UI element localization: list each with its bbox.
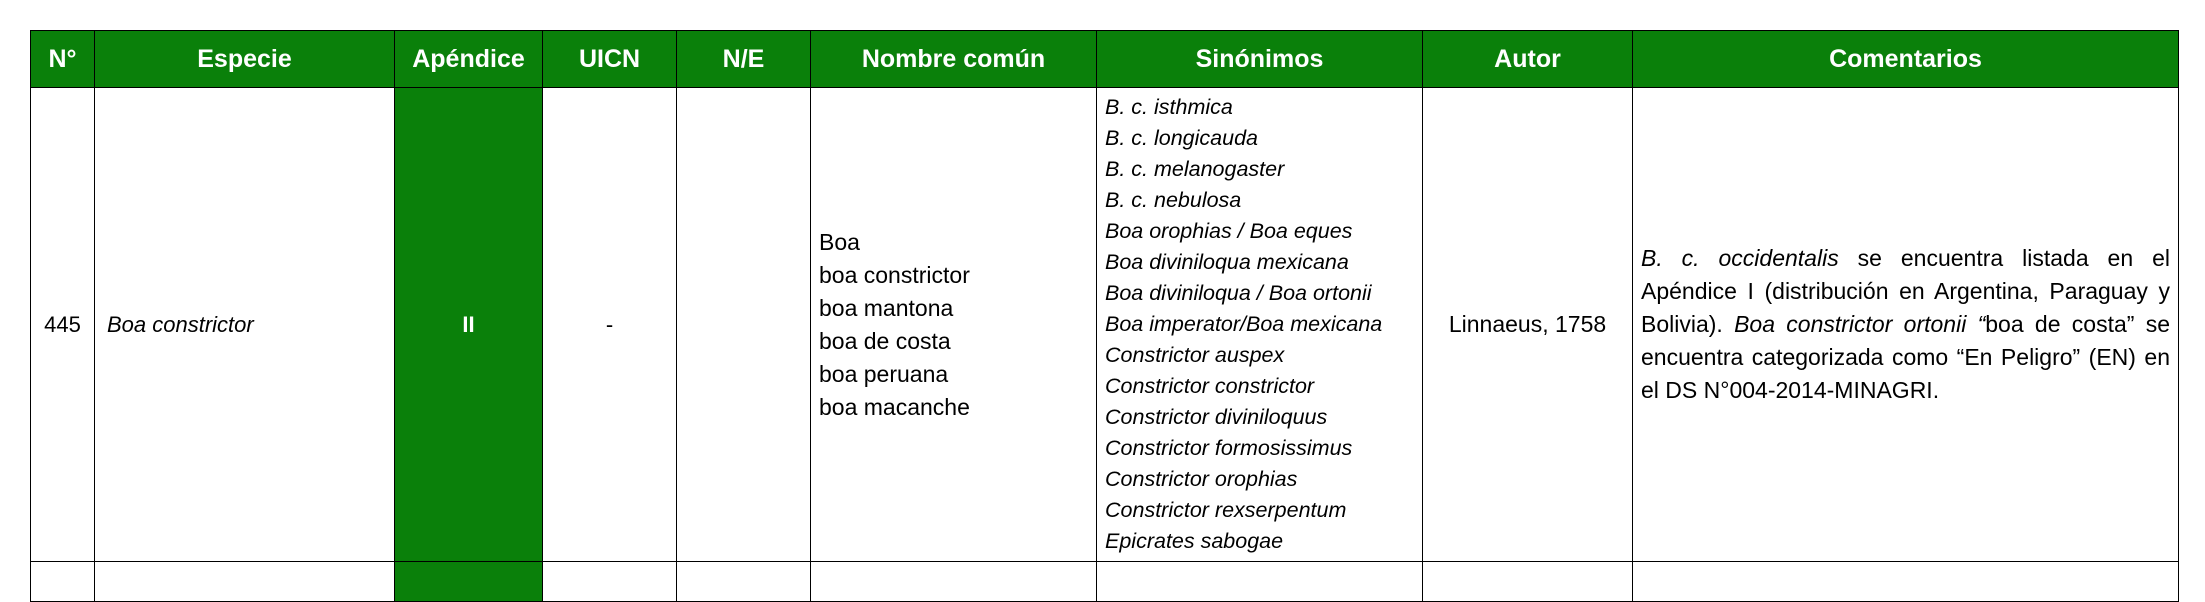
cell-autor: Linnaeus, 1758 [1423, 88, 1633, 562]
comentario-text: se encuentra listada en el Apéndice I (distribución en Argentina, Paraguay y Bolivia). [1641, 245, 2170, 337]
cell-uicn: - [543, 88, 677, 562]
header-nombre-comun: Nombre común [811, 31, 1097, 88]
comentario-taxon: B. c. occidentalis [1641, 245, 1839, 271]
nombre-comun-item: Boa [819, 228, 860, 255]
sinonimo-item: Boa imperator/Boa mexicana [1105, 312, 1383, 336]
cell-apendice-next [395, 562, 543, 602]
sinonimo-item: Constrictor diviniloquus [1105, 405, 1328, 429]
sinonimo-item: Constrictor formosissimus [1105, 436, 1353, 460]
comentario-taxon: Boa constrictor ortonii “ [1734, 311, 1986, 337]
table-row [31, 88, 2179, 562]
cell-empty [1097, 562, 1423, 602]
sinonimo-item: Constrictor orophias [1105, 467, 1298, 491]
cell-empty [677, 562, 811, 602]
cell-empty [95, 562, 395, 602]
cell-empty [31, 562, 95, 602]
sinonimo-item: B. c. longicauda [1105, 126, 1258, 150]
cell-apendice: II [395, 88, 543, 562]
cell-especie: Boa constrictor [95, 88, 395, 562]
sinonimo-item: Boa orophias / Boa eques [1105, 219, 1353, 243]
sinonimo-item: B. c. melanogaster [1105, 157, 1285, 181]
cell-empty [543, 562, 677, 602]
sinonimo-item: Boa diviniloqua mexicana [1105, 250, 1349, 274]
nombre-comun-item: boa macanche [819, 393, 970, 420]
header-apendice: Apéndice [395, 31, 543, 88]
cell-ne [677, 88, 811, 562]
sinonimo-item: B. c. nebulosa [1105, 188, 1242, 212]
cell-sinonimos [1097, 88, 1423, 562]
nombre-comun-item: boa mantona [819, 294, 954, 321]
sinonimo-item: Boa diviniloqua / Boa ortonii [1105, 281, 1372, 305]
header-comentarios: Comentarios [1633, 31, 2179, 88]
sinonimo-item: Epicrates sabogae [1105, 529, 1284, 553]
header-uicn: UICN [543, 31, 677, 88]
header-autor: Autor [1423, 31, 1633, 88]
table-row [31, 562, 2179, 602]
species-table [30, 30, 2179, 602]
header-sinonimos: Sinónimos [1097, 31, 1423, 88]
header-especie: Especie [95, 31, 395, 88]
cell-num: 445 [31, 88, 95, 562]
cell-nombre-comun [811, 88, 1097, 562]
header-ne: N/E [677, 31, 811, 88]
nombre-comun-item: boa de costa [819, 327, 951, 354]
comentario-text: boa de costa” se encuentra categorizada como “En Peligro” (EN) en el DS N°004-2014-MINAGRI. [1641, 311, 2170, 403]
cell-empty [811, 562, 1097, 602]
sinonimo-item: B. c. isthmica [1105, 95, 1233, 119]
sinonimo-item: Constrictor constrictor [1105, 374, 1315, 398]
nombre-comun-item: boa peruana [819, 360, 949, 387]
cell-empty [1633, 562, 2179, 602]
sinonimo-item: Constrictor rexserpentum [1105, 498, 1347, 522]
cell-comentarios [1633, 88, 2179, 562]
sinonimo-item: Constrictor auspex [1105, 343, 1285, 367]
nombre-comun-item: boa constrictor [819, 261, 970, 288]
header-num: N° [31, 31, 95, 88]
cell-empty [1423, 562, 1633, 602]
header-row [31, 31, 2179, 88]
